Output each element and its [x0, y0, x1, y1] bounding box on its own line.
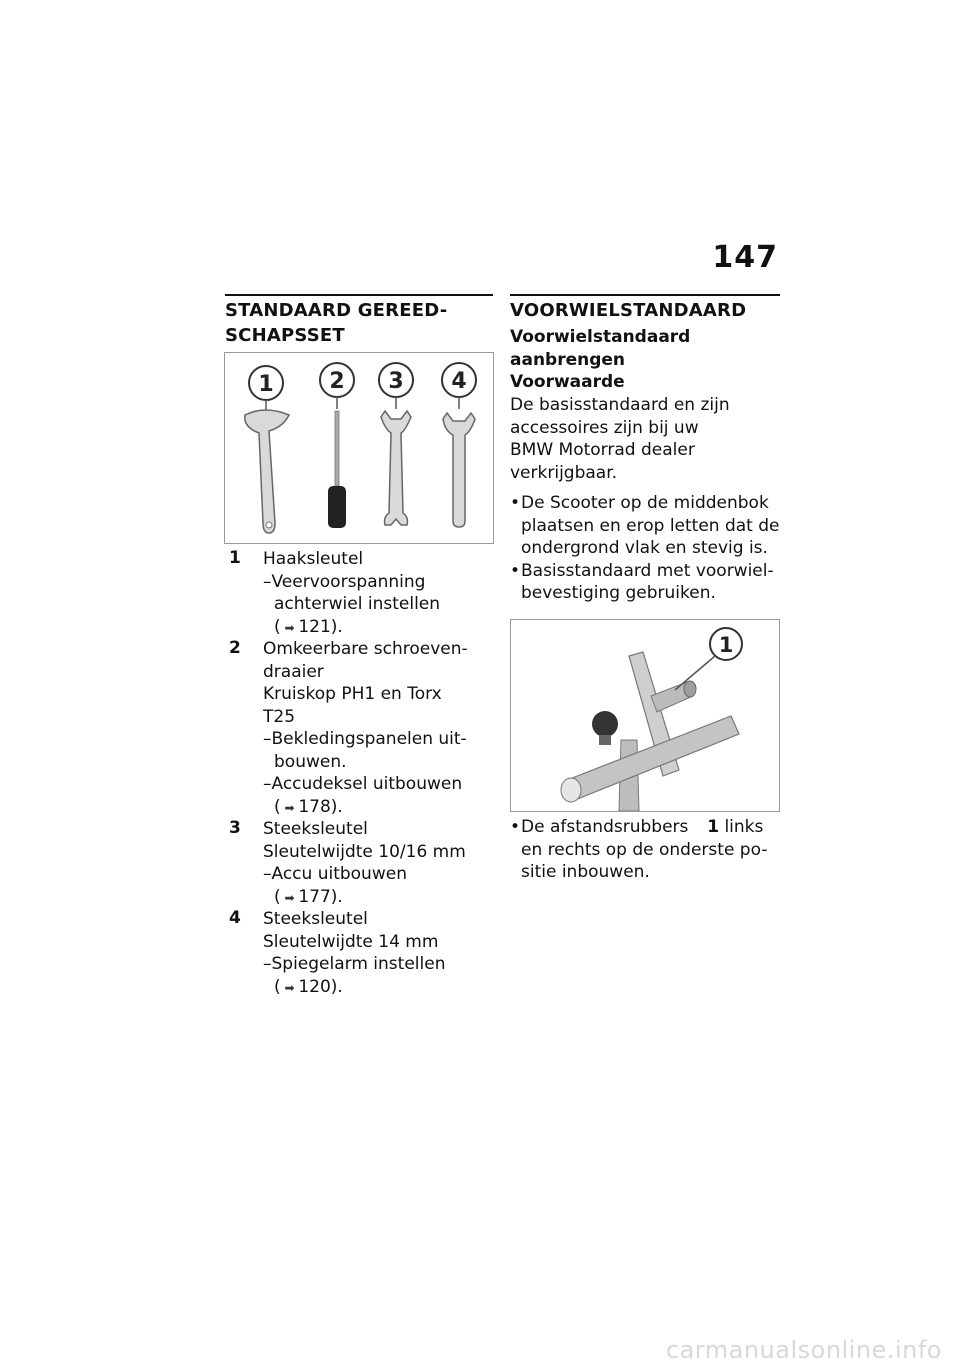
knob-icon: [592, 711, 618, 745]
callout-3: [379, 363, 413, 409]
section-heading: VOORWIELSTANDAARD: [510, 300, 747, 321]
stand-figure: [510, 619, 780, 812]
text-line: BMW Motorrad dealer: [510, 440, 695, 460]
item-reference-number: 1: [707, 817, 720, 837]
watermark: carmanualsonline.info: [665, 1336, 942, 1364]
intro-paragraph: [510, 394, 730, 484]
bullet-text-line: sitie inbouwen.: [521, 862, 650, 882]
subitem-text-line: –Bekledingspanelen uit-: [263, 729, 467, 749]
bullet-text-line: bevestiging gebruiken.: [521, 583, 716, 603]
open-end-spanner-icon: [381, 411, 411, 525]
bullet-list: [510, 492, 780, 604]
bullet-dot-icon: •: [510, 817, 521, 837]
callout-label: 1: [718, 633, 734, 657]
item-number: 3: [229, 818, 241, 838]
item-text-line: Sleutelwijdte 14 mm: [263, 931, 439, 952]
ref-open-paren: (: [274, 616, 281, 637]
item-number: 4: [229, 908, 241, 928]
hook-spanner-icon: [245, 410, 289, 533]
ref-open-paren: (: [274, 976, 281, 997]
item-text-line: Steeksleutel: [263, 909, 368, 929]
bullet-dot-icon: •: [510, 560, 521, 581]
page-reference[interactable]: [274, 796, 343, 820]
text-line: verkrijgbaar.: [510, 462, 618, 483]
item-number: 1: [229, 548, 241, 568]
item-text-line: Sleutelwijdte 10/16 mm: [263, 841, 466, 862]
subheading-line: aanbrengen: [510, 349, 626, 370]
heading-line: SCHAPSSET: [225, 325, 345, 346]
section-rule: [510, 294, 780, 296]
bullet-text-line: ondergrond vlak en stevig is.: [521, 538, 768, 558]
item-text-line: draaier: [263, 661, 324, 682]
bullet-item: [510, 816, 780, 886]
callout-label: 2: [329, 369, 345, 394]
callout-1: [675, 628, 742, 690]
bullet-dot-icon: •: [510, 493, 521, 513]
ref-open-paren: (: [274, 796, 281, 817]
tool-list: [229, 548, 494, 1008]
subitem-text-line: –Spiegelarm instellen: [263, 954, 446, 974]
bullet-text-line: De Scooter op de middenbok: [521, 493, 769, 513]
section-rule: [225, 294, 493, 296]
bullet-text-line: plaatsen en erop letten dat de: [521, 515, 780, 536]
callout-2: [320, 363, 354, 409]
arrow-right-icon: ➡: [280, 890, 299, 905]
item-text-line: Kruiskop PH1 en Torx: [263, 684, 442, 704]
bullet-text: De afstandsrubbers: [521, 817, 689, 837]
stand-illustration: [511, 620, 779, 811]
section-heading: [225, 298, 447, 348]
bullet-text: links: [724, 817, 764, 837]
subitem-text-line: achterwiel instellen: [274, 594, 441, 614]
subheading-line: Voorwielstandaard: [510, 327, 691, 347]
subitem-text-line: –Accudeksel uitbouwen: [263, 774, 463, 794]
page-number: 147: [712, 240, 778, 275]
arrow-right-icon: ➡: [280, 800, 299, 815]
callout-4: [442, 363, 476, 409]
bullet-text-line: Basisstandaard met voorwiel-: [521, 560, 774, 581]
ref-open-paren: (: [274, 886, 281, 907]
tools-figure: [224, 352, 494, 544]
text-line: accessoires zijn bij uw: [510, 417, 699, 438]
item-text-line: Haaksleutel: [263, 549, 364, 569]
arrow-right-icon: ➡: [280, 620, 299, 635]
callout-label: 4: [451, 369, 467, 394]
subitem-text-line: bouwen.: [274, 751, 347, 772]
subheading-line: Voorwaarde: [510, 372, 625, 392]
ref-page: 177).: [298, 886, 343, 907]
screwdriver-icon: [328, 411, 346, 528]
bullet-text-line: [521, 816, 763, 839]
tools-illustration: [225, 353, 493, 543]
page-reference[interactable]: [274, 616, 343, 640]
arrow-right-icon: ➡: [280, 980, 299, 995]
ref-page: 178).: [298, 796, 343, 817]
subitem-text-line: –Accu uitbouwen: [263, 864, 407, 884]
subitem-text-line: –Veervoorspanning: [263, 571, 426, 592]
callout-label: 1: [258, 372, 274, 397]
bullet-text-line: en rechts op de onderste po-: [521, 839, 768, 860]
item-text-line: Omkeerbare schroeven-: [263, 639, 468, 659]
callout-label: 3: [388, 369, 404, 394]
subheading: [510, 326, 690, 394]
page-reference[interactable]: [274, 976, 343, 1000]
ref-page: 120).: [298, 976, 343, 997]
text-line: De basisstandaard en zijn: [510, 395, 730, 415]
ref-page: 121).: [298, 616, 343, 637]
item-text-line: T25: [263, 706, 296, 727]
item-text-line: Steeksleutel: [263, 819, 368, 839]
heading-line: STANDAARD GEREED-: [225, 300, 448, 321]
spanner-icon: [443, 413, 475, 527]
item-number: 2: [229, 638, 241, 658]
page-reference[interactable]: [274, 886, 343, 910]
